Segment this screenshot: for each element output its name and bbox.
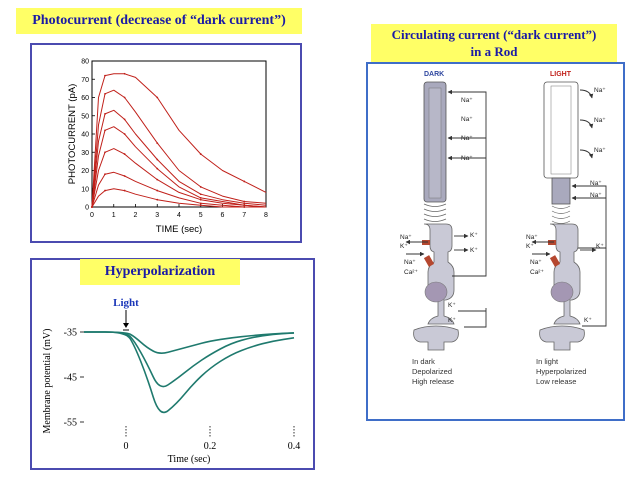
x-tick-label: 0 xyxy=(90,212,94,219)
y-tick-label: 70 xyxy=(81,76,89,84)
light-header: LIGHT xyxy=(550,71,571,78)
photocurrent-chart xyxy=(32,45,300,241)
dark-ion-label: K⁺ xyxy=(470,247,478,254)
light-rod xyxy=(526,71,606,386)
data-point xyxy=(200,202,202,204)
dark-ion-label: Na⁺ xyxy=(461,155,473,162)
y-tick-label: 80 xyxy=(81,58,89,66)
dark-ion-label: Na⁺ xyxy=(404,259,416,266)
light-ion-label: Na⁺ xyxy=(594,87,606,94)
x-tick-label: 1 xyxy=(111,212,116,219)
x-tick-label: 7 xyxy=(242,212,247,219)
data-point xyxy=(156,168,158,170)
dark-caption-line: Depolarized xyxy=(412,367,453,376)
data-point xyxy=(156,142,158,144)
light-ion-label: Na⁺ xyxy=(594,117,606,124)
light-caption-line: Hyperpolarized xyxy=(536,367,587,376)
data-point xyxy=(104,113,106,115)
data-point xyxy=(104,75,106,77)
data-point xyxy=(200,193,202,195)
data-point xyxy=(243,201,245,203)
dark-cilium xyxy=(424,204,446,222)
data-point xyxy=(243,181,245,183)
x-tick-label: 0.2 xyxy=(203,441,217,452)
dark-ion-label: Na⁺ xyxy=(461,135,473,142)
light-caption-line: In light xyxy=(536,357,559,366)
y-tick-label: 20 xyxy=(81,168,89,175)
rod-panel xyxy=(366,62,625,421)
light-synaptic-terminal xyxy=(540,326,585,350)
data-point xyxy=(124,133,126,135)
light-stimulus-label: Light xyxy=(113,297,139,309)
data-point xyxy=(124,153,126,155)
x-tick-label: 8 xyxy=(264,212,268,219)
light-ion-label: Ca²⁺ xyxy=(530,269,544,276)
x-tick-label: 3 xyxy=(155,212,160,219)
data-point xyxy=(104,190,106,192)
light-ion-label: K⁺ xyxy=(584,317,592,324)
y-tick-label: 10 xyxy=(81,186,89,194)
photocurrent-trace xyxy=(92,127,266,207)
data-point xyxy=(124,73,126,75)
light-ion-label: Na⁺ xyxy=(590,180,602,187)
dark-rod xyxy=(400,71,486,386)
dark-caption-line: In dark xyxy=(412,357,435,366)
data-point xyxy=(156,159,158,161)
y-tick-label: 40 xyxy=(81,131,89,139)
data-point xyxy=(124,97,126,99)
rod-title-line2: in a Rod xyxy=(470,44,518,59)
hyperpolarization-panel xyxy=(30,258,315,470)
dark-outer-segment-core xyxy=(429,88,441,198)
light-na-channel xyxy=(548,240,556,245)
data-point xyxy=(200,204,202,206)
light-cilium xyxy=(552,206,570,224)
light-ion-label: Na⁺ xyxy=(526,234,538,241)
light-ion-label: Na⁺ xyxy=(594,147,606,154)
data-point xyxy=(200,197,202,199)
dark-ion-label: Na⁺ xyxy=(461,116,473,123)
photocurrent-panel xyxy=(30,43,302,243)
x-tick-label: 2 xyxy=(133,212,138,219)
data-point xyxy=(156,199,158,201)
x-tick-label: 4 xyxy=(177,212,181,219)
data-point xyxy=(124,175,126,177)
x-tick-label: 6 xyxy=(220,212,225,219)
dark-ion-label: Na⁺ xyxy=(400,234,412,241)
membrane-potential-trace xyxy=(84,332,294,412)
data-point xyxy=(91,206,93,208)
data-point xyxy=(200,153,202,155)
photocurrent-title: Photocurrent (decrease of “dark current”) xyxy=(16,8,302,34)
membrane-potential-trace xyxy=(84,332,294,387)
data-point xyxy=(124,119,126,121)
data-point xyxy=(156,179,158,181)
data-point xyxy=(104,93,106,95)
light-ion-label: K⁺ xyxy=(526,243,534,250)
dark-na-channel xyxy=(422,240,430,245)
data-point xyxy=(156,97,158,99)
hyperpolarization-title: Hyperpolarization xyxy=(80,259,240,285)
y-tick-label: 60 xyxy=(81,95,89,102)
x-tick-label: 0.4 xyxy=(287,441,301,452)
data-point xyxy=(243,206,245,208)
dark-caption-line: High release xyxy=(412,377,455,386)
light-stimulus-arrowhead xyxy=(123,323,129,328)
dark-header: DARK xyxy=(424,71,445,78)
x-axis-label: TIME (sec) xyxy=(155,224,203,235)
dark-synaptic-terminal xyxy=(414,326,459,350)
dark-ion-label: K⁺ xyxy=(448,317,456,324)
data-point xyxy=(243,204,245,206)
data-point xyxy=(200,186,202,188)
data-point xyxy=(104,173,106,175)
data-point xyxy=(243,202,245,204)
dark-ion-label: K⁺ xyxy=(448,302,456,309)
x-tick-label: 5 xyxy=(198,212,203,219)
dark-nucleus xyxy=(425,282,447,302)
dark-ion-label: Na⁺ xyxy=(461,97,473,104)
dark-inner-segment xyxy=(424,224,454,324)
y-tick-label: 0 xyxy=(85,204,89,212)
dark-ion-label: K⁺ xyxy=(400,243,408,250)
light-caption-line: Low release xyxy=(536,377,577,386)
data-point xyxy=(104,129,106,131)
light-ion-label: Na⁺ xyxy=(590,192,602,199)
rod-title xyxy=(371,24,617,62)
data-point xyxy=(156,190,158,192)
y-axis-label: PHOTOCURRENT (pA) xyxy=(67,83,78,185)
dark-ion-label: K⁺ xyxy=(470,232,478,239)
light-outer-segment-lower xyxy=(552,178,570,204)
light-outer-segment-core xyxy=(551,86,571,174)
y-tick-label: 50 xyxy=(81,113,89,121)
data-point xyxy=(200,199,202,201)
dark-ion-label: Ca²⁺ xyxy=(404,269,418,276)
y-tick-label: -55 xyxy=(63,417,77,429)
light-ion-label: Na⁺ xyxy=(530,259,542,266)
y-tick-label: -35 xyxy=(63,327,77,339)
light-ion-label: K⁺ xyxy=(596,243,604,250)
light-nucleus xyxy=(551,282,573,302)
y-tick-label: -45 xyxy=(63,372,77,384)
data-point xyxy=(104,151,106,153)
y-axis-label: Membrane potential (mV) xyxy=(42,328,53,434)
data-point xyxy=(124,190,126,192)
y-tick-label: 30 xyxy=(81,149,89,157)
rod-title-line1: Circulating current (“dark current”) xyxy=(391,27,597,42)
light-inner-segment xyxy=(550,224,580,324)
plot-frame xyxy=(92,61,266,207)
x-axis-label: Time (sec) xyxy=(167,454,211,465)
rod-diagram xyxy=(368,64,623,419)
x-tick-label: 0 xyxy=(123,441,129,452)
hyperpolarization-chart xyxy=(32,260,313,468)
